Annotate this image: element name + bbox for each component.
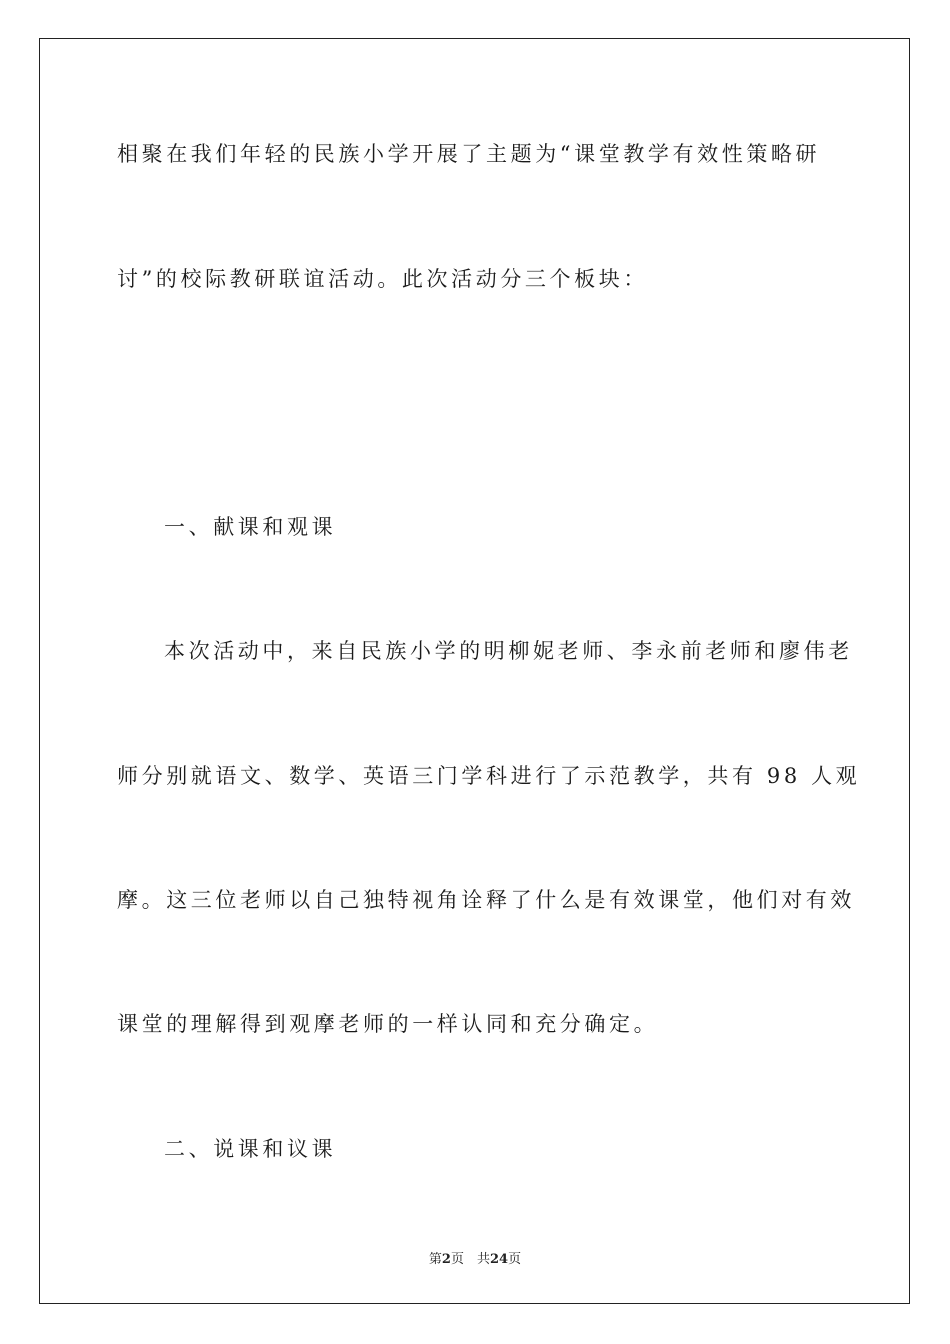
footer-page-number: 2 [441, 1252, 451, 1267]
body-line-1: 相聚在我们年轻的民族小学开展了主题为“课堂教学有效性策略研 [117, 142, 821, 166]
section-heading-1: 一、献课和观课 [164, 515, 337, 539]
body-line-6: 课堂的理解得到观摩老师的一样认同和充分确定。 [117, 1012, 659, 1036]
footer-prefix: 第 [428, 1252, 442, 1267]
footer-page-total: 24 [489, 1252, 509, 1267]
body-line-3: 本次活动中，来自民族小学的明柳妮老师、李永前老师和廖伟老 [164, 639, 853, 663]
section-heading-2: 二、说课和议课 [164, 1137, 337, 1161]
body-line-5: 摩。这三位老师以自己独特视角诠释了什么是有效课堂，他们对有效 [117, 888, 855, 912]
footer-mid: 页 共 [450, 1252, 490, 1267]
page-footer [0, 1248, 950, 1267]
body-line-4: 师分别就语文、数学、英语三门学科进行了示范教学，共有 98 人观 [117, 764, 861, 788]
body-line-2: 讨”的校际教研联谊活动。此次活动分三个板块： [117, 267, 648, 291]
footer-suffix: 页 [508, 1252, 522, 1267]
page-frame [39, 38, 910, 1304]
